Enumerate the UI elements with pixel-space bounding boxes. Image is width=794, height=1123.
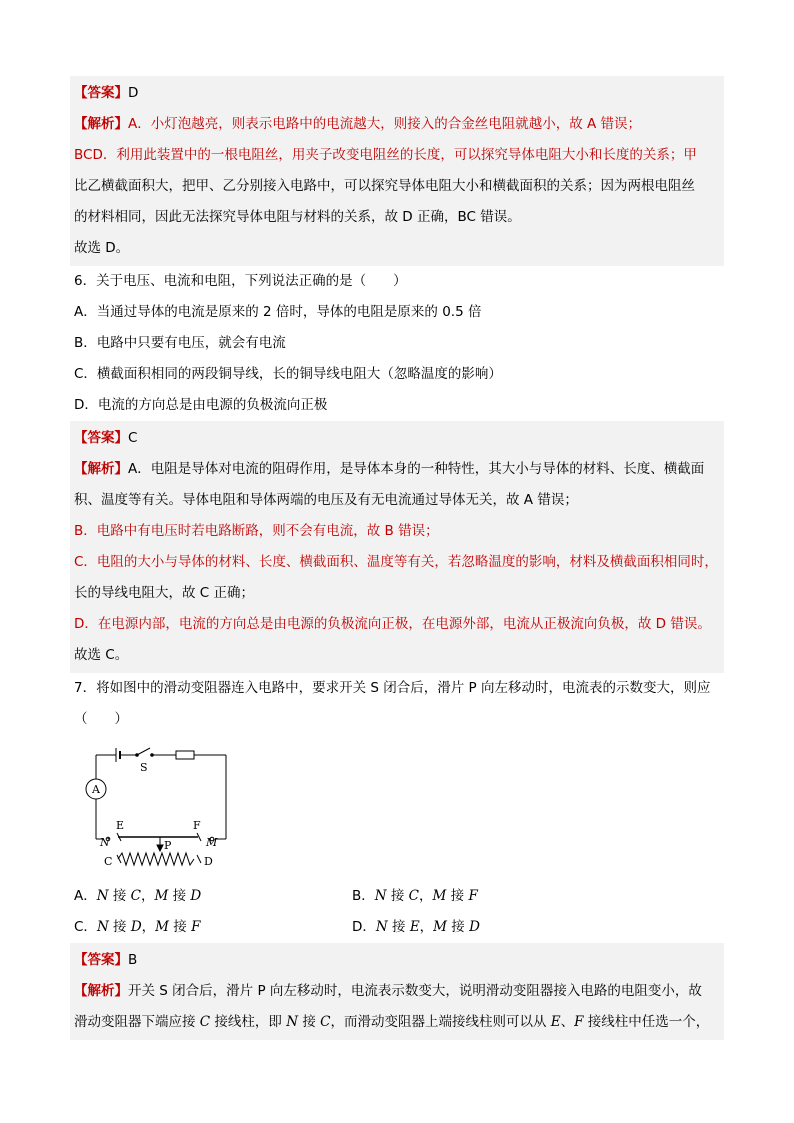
analysis-text: A．电阻是导体对电流的阻碍作用，是导体本身的一种特性，其大小与导体的材料、长度、横截面 <box>128 461 705 477</box>
q5-analysis-line: 比乙横截面积大，把甲、乙分别接入电路中，可以探究导体电阻大小和横截面积的关系；因为两根电阻丝 <box>74 178 695 194</box>
q7-option: D．N 接 E，M 接 D <box>352 919 480 935</box>
q7-analysis-line: 滑动变阻器下端应接 C 接线柱，即 N 接 C，而滑动变阻器上端接线柱则可以从 E、F 接线柱中任选一个， <box>74 1014 710 1030</box>
q6-analysis-line <box>74 454 718 485</box>
q6-analysis-line: B．电路中有电压时若电路断路，则不会有电流，故 B 错误； <box>74 523 439 539</box>
q7-option: A．N 接 C，M 接 D <box>74 888 202 904</box>
q6-question <box>70 266 724 421</box>
q5-analysis-line: 的材料相同，因此无法探究导体电阻与材料的关系，故 D 正确，BC 错误。 <box>74 209 521 225</box>
q7-options-row <box>74 912 724 943</box>
label-p: P <box>164 839 172 852</box>
rheostat-coil <box>118 853 194 865</box>
answer-tag: 【答案】 <box>74 952 128 968</box>
q7-option: B．N 接 C，M 接 F <box>352 888 478 904</box>
analysis-text: 开关 S 闭合后，滑片 P 向左移动时，电流表示数变大，说明滑动变阻器接入电路的电阻变小，故 <box>128 983 702 999</box>
q6-analysis-line: C．电阻的大小与导体的材料、长度、横截面积、温度等有关，若忽略温度的影响，材料及横截面积相同时， <box>74 554 718 570</box>
q6-analysis-line: 长的导线电阻大，故 C 正确； <box>74 585 255 601</box>
q7-answer-block <box>70 943 724 1040</box>
q6-option: C．横截面积相同的两段铜导线，长的铜导线电阻大（忽略温度的影响） <box>74 366 502 382</box>
ammeter-label: A <box>92 783 100 796</box>
q6-analysis-line: 积、温度等有关。导体电阻和导体两端的电压及有无电流通过导体无关，故 A 错误； <box>74 492 578 508</box>
q7-stem-bracket: （ ） <box>74 711 128 727</box>
analysis-tag: 【解析】 <box>74 116 128 132</box>
answer-tag: 【答案】 <box>74 430 128 446</box>
q6-option: A．当通过导体的电流是原来的 2 倍时，导体的电阻是原来的 0.5 倍 <box>74 304 482 320</box>
q5-answer-block <box>70 76 724 266</box>
q6-stem: 6．关于电压、电流和电阻，下列说法正确的是（ ） <box>74 273 407 289</box>
switch-blade <box>137 748 150 755</box>
label-n: N <box>100 836 110 849</box>
label-f: F <box>193 819 201 832</box>
answer-value: C <box>128 430 138 446</box>
q7-stem: 7．将如图中的滑动变阻器连入电路中，要求开关 S 闭合后，滑片 P 向左移动时，电流表的示数变大，则应 <box>74 680 711 696</box>
q7-analysis-line <box>74 976 718 1007</box>
fixed-resistor <box>176 751 194 759</box>
q6-answer <box>74 423 718 454</box>
answer-value: D <box>128 85 139 101</box>
q5-answer <box>74 78 718 109</box>
analysis-tag: 【解析】 <box>74 983 128 999</box>
analysis-tag: 【解析】 <box>74 461 128 477</box>
q5-analysis-line: 故选 D。 <box>74 240 130 256</box>
q6-option: D．电流的方向总是由电源的负极流向正极 <box>74 397 328 413</box>
answer-tag: 【答案】 <box>74 85 128 101</box>
analysis-text: A．小灯泡越亮，则表示电路中的电流越大，则接入的合金丝电阻就越小，故 A 错误； <box>128 116 642 132</box>
q7-answer <box>74 945 718 976</box>
answer-value: B <box>128 952 138 968</box>
slider-arrow <box>157 845 163 851</box>
label-d: D <box>204 855 213 868</box>
q6-option: B．电路中只要有电压，就会有电流 <box>74 335 286 351</box>
q6-analysis-line: 故选 C。 <box>74 647 129 663</box>
label-e: E <box>116 819 125 832</box>
q7-question <box>70 673 724 943</box>
q7-option: C．N 接 D，M 接 F <box>74 919 201 935</box>
q5-analysis-line <box>74 109 718 140</box>
label-m: M <box>206 836 218 849</box>
circuit-diagram <box>78 741 238 871</box>
q7-options-row <box>74 881 724 912</box>
q5-analysis-line: BCD．利用此装置中的一根电阻丝，用夹子改变电阻丝的长度，可以探究导体电阻大小和长度的关系；甲 <box>74 147 697 163</box>
label-c: C <box>104 855 113 868</box>
switch-label: S <box>140 761 148 774</box>
q6-analysis-line: D．在电源内部，电流的方向总是由电源的负极流向正极，在电源外部，电流从正极流向负极，故 D 错误。 <box>74 616 711 632</box>
q6-answer-block <box>70 421 724 673</box>
page-content <box>70 76 724 1040</box>
